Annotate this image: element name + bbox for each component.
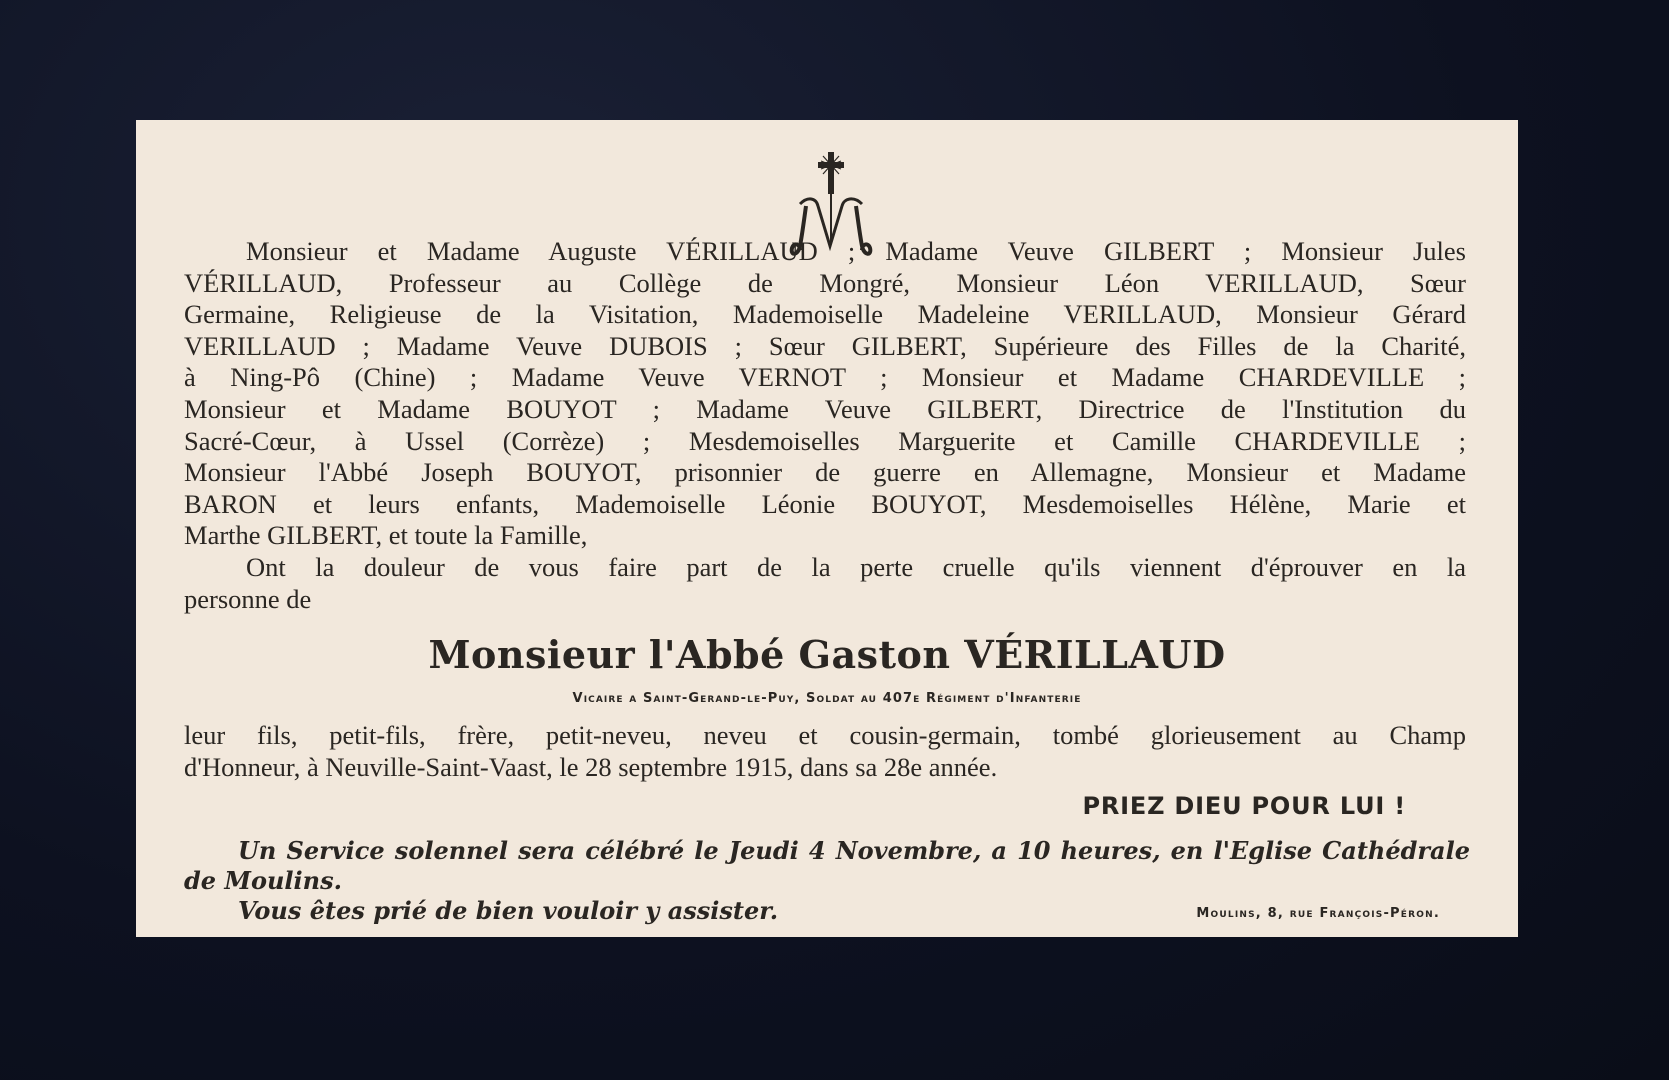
details-line: d'Honneur, à Neuville-Saint-Vaast, le 28 septembre 1915, dans sa 28e année. xyxy=(184,751,998,782)
service-line: de Moulins. xyxy=(184,866,342,895)
details-paragraph xyxy=(184,720,1466,783)
family-line: Monsieur et Madame Auguste VÉRILLAUD ; Madame Veuve GILBERT ; Monsieur Jules xyxy=(246,236,1466,266)
announcement-line: Ont la douleur de vous faire part de la perte cruelle qu'ils viennent d'éprouver en la xyxy=(246,551,1466,582)
family-line: Monsieur et Madame BOUYOT ; Madame Veuve GILBERT, Directrice de l'Institution du xyxy=(184,393,1466,424)
announcement-line: personne de xyxy=(184,583,312,614)
family-line: BARON et leurs enfants, Mademoiselle Léonie BOUYOT, Mesdemoiselles Hélène, Marie et xyxy=(184,488,1466,519)
family-line: VERILLAUD ; Madame Veuve DUBOIS ; Sœur GILBERT, Supérieure des Filles de la Charité, xyxy=(184,330,1466,361)
invitation-line: Vous êtes prié de bien vouloir y assister. xyxy=(238,896,779,925)
funeral-notice-card xyxy=(136,120,1518,937)
printer-imprint: Moulins, 8, rue François-Péron. xyxy=(1196,906,1440,921)
service-line: Un Service solennel sera célébré le Jeudi 4 Novembre, a 10 heures, en l'Eglise Cathédrale xyxy=(238,836,1470,865)
service-paragraph xyxy=(184,836,1470,896)
prayer-line: PRIEZ DIEU POUR LUI ! xyxy=(1082,792,1406,820)
deceased-titles: Vicaire a Saint-Gerand-le-Puy, Soldat au 407e Régiment d'Infanterie xyxy=(572,691,1082,706)
deceased-name: Monsieur l'Abbé Gaston VÉRILLAUD xyxy=(428,632,1226,677)
family-line: à Ning-Pô (Chine) ; Madame Veuve VERNOT ; Monsieur et Madame CHARDEVILLE ; xyxy=(184,362,1466,393)
details-line: leur fils, petit-fils, frère, petit-neveu, neveu et cousin-germain, tombé glorieusement au Champ xyxy=(184,720,1466,750)
family-paragraph xyxy=(184,236,1466,615)
family-line: Marthe GILBERT, et toute la Famille, xyxy=(184,520,588,551)
family-line: Germaine, Religieuse de la Visitation, Mademoiselle Madeleine VERILLAUD, Monsieur Gérard xyxy=(184,299,1466,330)
family-line: Monsieur l'Abbé Joseph BOUYOT, prisonnier de guerre en Allemagne, Monsieur et Madame xyxy=(184,457,1466,488)
family-line: Sacré-Cœur, à Ussel (Corrèze) ; Mesdemoiselles Marguerite et Camille CHARDEVILLE ; xyxy=(184,425,1466,456)
family-line: VÉRILLAUD, Professeur au Collège de Mongré, Monsieur Léon VERILLAUD, Sœur xyxy=(184,267,1466,298)
